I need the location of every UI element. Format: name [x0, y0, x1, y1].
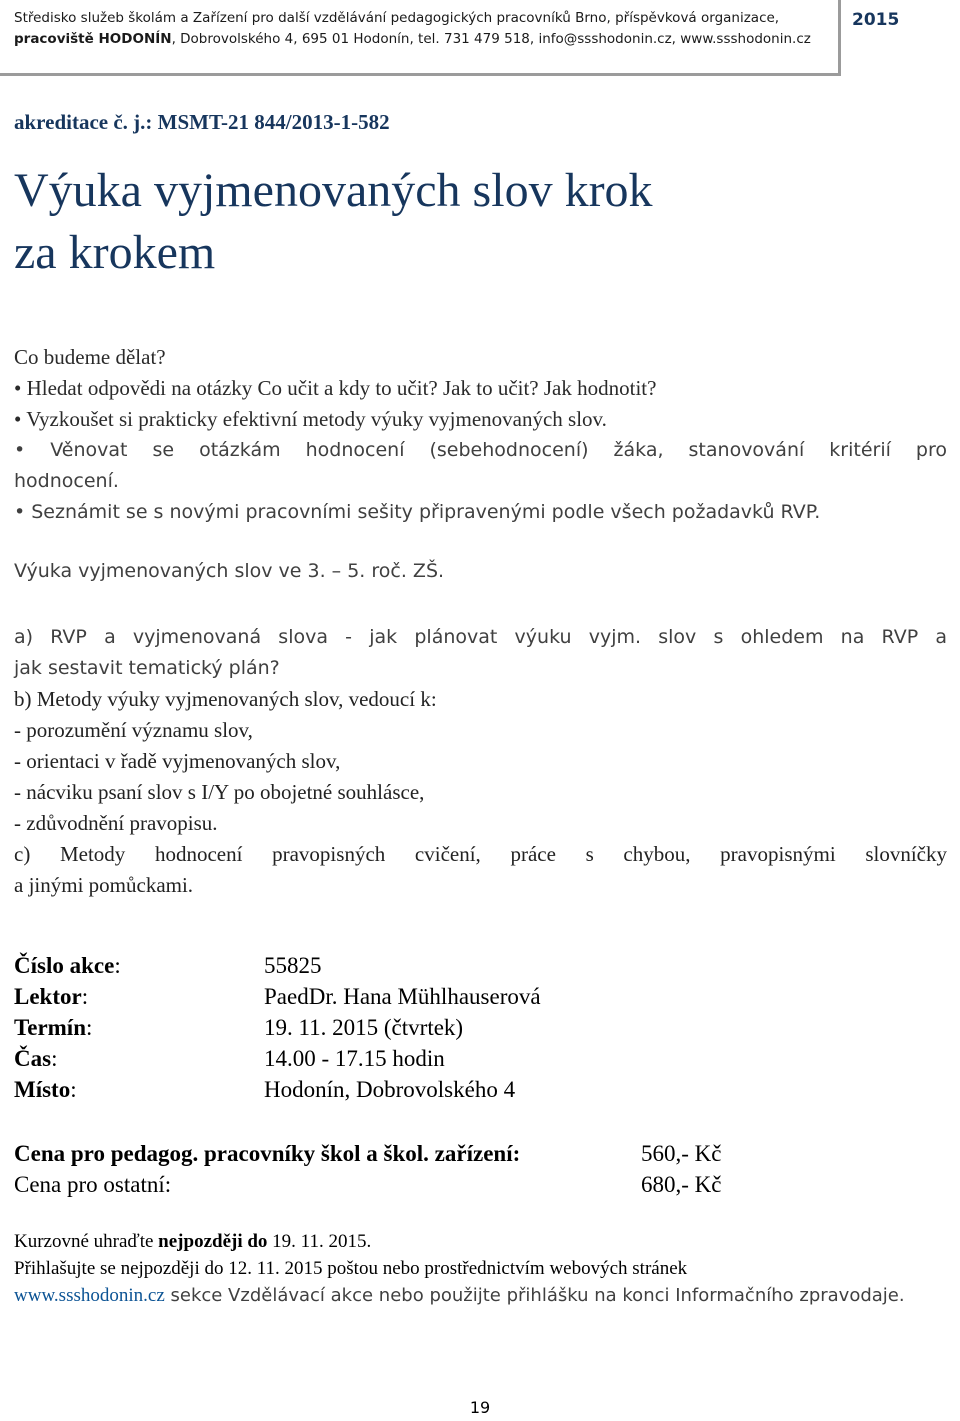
header-contact: , Dobrovolského 4, 695 01 Hodonín, tel. 731 479 518, info@ssshodonin.cz, www.ssshodonin.cz	[171, 31, 811, 47]
payment-text: Kurzovné uhraďte	[14, 1231, 159, 1252]
topic-b-item: - porozumění významu slov,	[14, 718, 253, 742]
header-organization	[14, 8, 829, 50]
page-number: 19	[469, 1398, 491, 1417]
topic-b-item: - orientaci v řadě vyjmenovaných slov,	[14, 749, 341, 773]
bullet-1: • Hledat odpovědi na otázky Co učit a kdy to učit? Jak to učit? Jak hodnotit?	[14, 376, 657, 400]
payment-deadline	[14, 1228, 954, 1255]
info-label	[14, 1043, 57, 1074]
info-label-colon: :	[51, 1046, 58, 1071]
info-label	[14, 1074, 77, 1105]
info-value: 14.00 - 17.15 hodin	[264, 1046, 445, 1071]
header-line-1: Středisko služeb školám a Zařízení pro další vzdělávání pedagogických pracovníků Brno, příspěvková organizace,	[14, 10, 780, 26]
info-value: PaedDr. Hana Mühlhauserová	[264, 984, 541, 1009]
accreditation-number: akreditace č. j.: MSMT-21 844/2013-1-582	[14, 110, 390, 134]
grade-line: Výuka vyjmenovaných slov ve 3. – 5. roč. ZŠ.	[14, 560, 445, 582]
registration-instructions: sekce Vzdělávací akce nebo použijte přihlášku na konci Informačního zpravodaje.	[164, 1285, 905, 1306]
price-label-teachers: Cena pro pedagog. pracovníky škol a škol. zařízení:	[14, 1141, 521, 1166]
info-label	[14, 950, 121, 981]
price-value-teachers: 560,- Kč	[641, 1141, 722, 1166]
title-line-1: Výuka vyjmenovaných slov krok	[14, 164, 653, 217]
topic-b-item: - zdůvodnění pravopisu.	[14, 811, 218, 835]
info-label-colon: :	[81, 984, 89, 1009]
title-line-2: za krokem	[14, 226, 216, 279]
info-label-colon: :	[86, 1015, 93, 1040]
intro-question: Co budeme dělat?	[14, 345, 166, 369]
page-header	[0, 0, 960, 80]
header-line-2	[14, 29, 829, 50]
info-label-colon: :	[114, 953, 121, 978]
payment-emphasis: nejpozději do	[158, 1231, 268, 1252]
topic-b-heading: b) Metody výuky vyjmenovaných slov, vedoucí k:	[14, 687, 437, 711]
bullet-3: • Věnovat se otázkám hodnocení (sebehodnocení) žáka, stanovování kritérií pro	[14, 439, 947, 461]
header-divider	[0, 73, 838, 76]
topic-c-line-1: c) Metody hodnocení pravopisných cvičení, práce s chybou, pravopisnými slovníčky	[14, 842, 947, 866]
info-label-text: Místo	[14, 1077, 71, 1102]
header-year: 2015	[852, 10, 900, 30]
registration-deadline: Přihlašujte se nejpozději do 12. 11. 2015 poštou nebo prostřednictvím webových stránek	[14, 1258, 688, 1279]
info-value: 55825	[264, 953, 322, 978]
info-label	[14, 1012, 92, 1043]
payment-date: 19. 11. 2015.	[267, 1231, 372, 1252]
topic-a-line-2: jak sestavit tematický plán?	[14, 657, 280, 679]
info-label-text: Čas	[14, 1046, 52, 1071]
page-title	[14, 160, 914, 284]
header-vertical-divider	[838, 0, 841, 76]
registration-link-line	[14, 1282, 954, 1309]
registration-info	[14, 1228, 954, 1309]
price-value-others: 680,- Kč	[641, 1172, 722, 1197]
info-label-text: Číslo akce	[14, 953, 115, 978]
topic-b-item: - nácviku psaní slov s I/Y po obojetné souhlásce,	[14, 780, 425, 804]
info-label-text: Lektor	[14, 984, 82, 1009]
topics-section	[14, 622, 947, 901]
info-label	[14, 981, 88, 1012]
topic-c-line-2: a jinými pomůckami.	[14, 873, 194, 897]
info-value: Hodonín, Dobrovolského 4	[264, 1077, 516, 1102]
info-label-text: Termín	[14, 1015, 86, 1040]
topic-a-line-1: a) RVP a vyjmenovaná slova - jak plánovat výuku vyjm. slov s ohledem na RVP a	[14, 626, 947, 648]
website-link[interactable]: www.ssshodonin.cz	[14, 1285, 165, 1306]
info-label-colon: :	[70, 1077, 77, 1102]
intro-section	[14, 342, 947, 528]
info-value: 19. 11. 2015 (čtvrtek)	[264, 1015, 464, 1040]
header-workplace: pracoviště HODONÍN	[14, 31, 172, 47]
bullet-4: • Seznámit se s novými pracovními sešity připravenými podle všech požadavků RVP.	[14, 501, 821, 523]
bullet-3-continuation: hodnocení.	[14, 470, 119, 492]
bullet-2: • Vyzkoušet si prakticky efektivní metody výuky vyjmenovaných slov.	[14, 407, 607, 431]
price-label-others: Cena pro ostatní:	[14, 1172, 172, 1197]
